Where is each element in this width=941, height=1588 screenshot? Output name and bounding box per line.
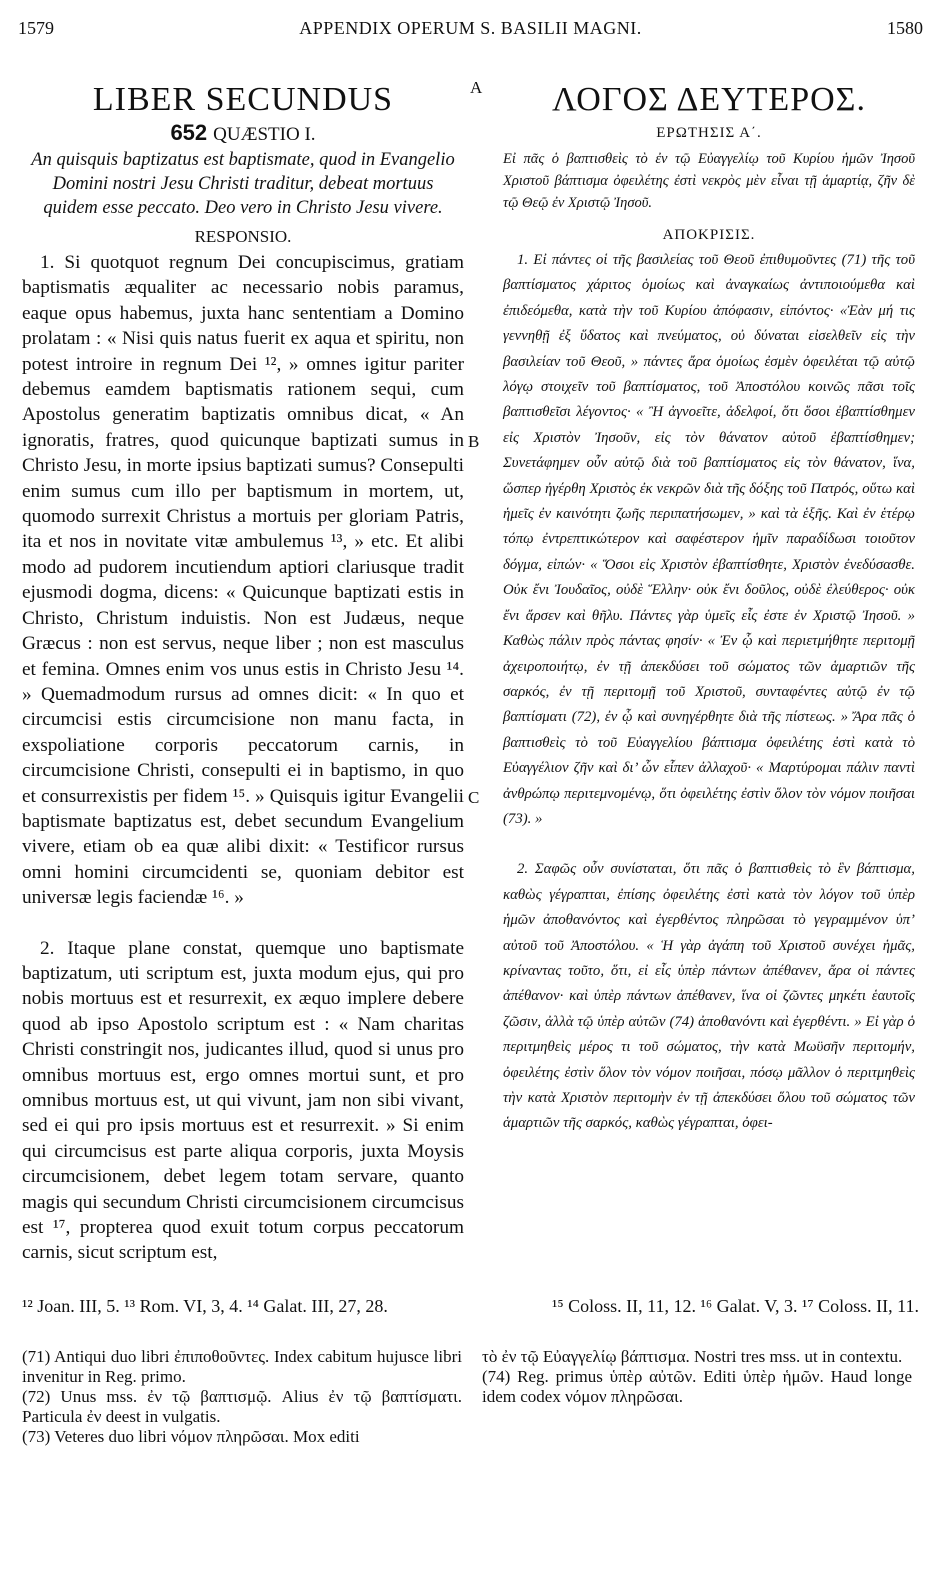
greek-question-text: Εἰ πᾶς ὁ βαπτισθεὶς τὸ ἐν τῷ Εὐαγγελίῳ τοῦ Κυρίου ἡμῶν Ἰησοῦ Χριστοῦ βάπτισμα ὀφειλέτης ἐστὶ νεκρὸς μὲν εἶναι τῇ ἁμαρτίᾳ, ζῆν δὲ τῷ Θεῷ ἐν Χριστῷ Ἰησοῦ. <box>503 151 915 211</box>
latin-paragraph-2: 2. Itaque plane constat, quemque uno baptismate baptizatum, uti scriptum est, juxta modum ejus, qui pro nobis mortuus est et resurrexit, ex æquo implere debere quod ab ipso Apostolo scriptum est : « Nam charitas Christi constringit nos, judicantes illud, quod si unus pro omnibus mortuus est, ergo omnes mortui sunt, et pro omnibus mortuus est, ut qui vivunt, jam non sibi vivant, sed ei qui pro ipsis mortuus est et resurrexit. » Si enim qui circumcisus est parte aliqua corporis, juxta Moysis circumcisionem, debet legem totam servare, quanto magis qui secundum Christi circumcisionem circumcisus est ¹⁷, propterea quod exuit totum corpus peccatorum carnis, sicut scriptum est, <box>22 937 464 1264</box>
left-page-number: 1579 <box>18 18 54 38</box>
greek-paragraph-2: 2. Σαφῶς οὖν συνίσταται, ὅτι πᾶς ὁ βαπτισθεὶς τὸ ἓν βάπτισμα, καθὼς γέγραπται, ἐπίσης ὀφειλέτης ἐστὶ κατὰ τὸν λόγον τοῦ ὑπὲρ ἡμῶν ἀποθανόντος καὶ ἐγερθέντος πληρῶσαι τὸ γεγραμμένον ὑπ’ αὐτοῦ τοῦ Ἀποστόλου. « Ἡ γὰρ ἀγάπη τοῦ Χριστοῦ συνέχει ἡμᾶς, κρίναντας τοῦτο, ὅτι, εἰ εἷς ὑπὲρ πάντων ἀπέθανεν, ἄρα οἱ πάντες ἀπέθανον· καὶ ὑπὲρ πάντων ἀπέθανεν, ἵνα οἱ ζῶντες μηκέτι ἑαυτοῖς ζῶσιν, ἀλλὰ τῷ ὑπὲρ αὐτῶν (74) ἀποθανόντι καὶ ἐγερθέντι. » Εἰ γὰρ ὁ περιτμηθεὶς μέρος τι τοῦ σώματος, τὴν κατὰ Μωϋσῆν περιτομήν, ὀφειλέτης ἐστὶν ὅλον τὸν νόμον ποιῆσαι, πόσῳ μᾶλλον ὁ περιτμηθεὶς τὴν κατὰ Χριστὸν περιτομὴν ἐν τῇ ἀπεκδύσει ὅλου τοῦ σώματος τῶν ἁμαρτιῶν τῆς σαρκός, καθὼς γέγραπται, ὀφει- <box>503 861 915 1132</box>
running-header <box>18 18 923 44</box>
margin-letter-c: C <box>468 788 480 807</box>
greek-response-heading: ΑΠΟΚΡΙΣΙΣ. <box>662 227 756 243</box>
footnotes-left <box>22 1347 462 1447</box>
footnote-71: (71) Antiqui duo libri ἐπιποθοῦντες. Index cabitum hujusce libri invenitur in Reg. primo. <box>22 1347 462 1386</box>
latin-question-heading <box>22 120 464 148</box>
paragraph-gap <box>22 911 464 936</box>
right-page-number: 1580 <box>887 18 923 38</box>
latin-question-text: An quisquis baptizatus est baptismate, quod in Evangelio Domini nostri Jesu Christi traditur, debeat mortuus quidem esse peccato. Deo vero in Christo Jesu vivere. <box>31 150 455 218</box>
latin-response-heading: RESPONSIO. <box>194 227 292 246</box>
footnote-73-continued: τὸ ἐν τῷ Εὐαγγελίῳ βάπτισμα. Nostri tres mss. ut in contextu. <box>482 1347 903 1366</box>
footnote-73: (73) Veteres duo libri νόμον πληρῶσαι. Mox editi <box>22 1427 360 1446</box>
latin-column <box>22 72 464 1266</box>
greek-book-title: ΛΟΓΟΣ ΔΕΥΤΕΡΟΣ. <box>552 81 866 118</box>
latin-question-label: QUÆSTIO I. <box>213 124 316 145</box>
column-number: 652 <box>170 120 208 145</box>
scripture-references-left: ¹² Joan. III, 5. ¹³ Rom. VI, 3, 4. ¹⁴ Galat. III, 27, 28. <box>22 1296 388 1316</box>
margin-letter-b: B <box>468 432 480 451</box>
running-title: APPENDIX OPERUM S. BASILII MAGNI. <box>299 18 642 38</box>
footnote-74: (74) Reg. primus ὑπὲρ αὐτῶν. Editi ὑπὲρ ἡμῶν. Haud longe idem codex νόμον πληρῶσαι. <box>482 1367 912 1406</box>
greek-paragraph-1: 1. Εἰ πάντες οἱ τῆς βασιλείας τοῦ Θεοῦ ἐπιθυμοῦντες (71) τῆς τοῦ βαπτίσματος χάριτος ὁμοίως καὶ ἀναγκαίως ἀντιποιούμεθα καὶ ἐπιδεόμεθα, κατὰ τὴν τοῦ Κυρίου ἀπόφασιν, εἰπόντος· «Ἐὰν μή τις γεννηθῇ ἐξ ὕδατος καὶ πνεύματος, οὐ δύναται εἰσελθεῖν εἰς τὴν βασιλείαν τοῦ Θεοῦ, » πάντες ἄρα ὁμοίως ἐσμὲν ὀφειλέται τῷ αὐτῷ λόγῳ στοιχεῖν τοῦ βαπτίσματος, τοῦ Ἀποστόλου κοινῶς πᾶσι τοῖς βαπτισθεῖσι λέγοντος· « Ἢ ἀγνοεῖτε, ἀδελφοί, ὅτι ὅσοι ἐβαπτίσθημεν εἰς Χριστὸν Ἰησοῦν, εἰς τὸν θάνατον αὐτοῦ ἐβαπτίσθημεν; Συνετάφημεν οὖν αὐτῷ διὰ τοῦ βαπτίσματος εἰς τὸν θάνατον, ἵνα, ὥσπερ ἠγέρθη Χριστὸς ἐκ νεκρῶν διὰ τῆς δόξης τοῦ Πατρός, οὕτω καὶ ἡμεῖς ἐν καινότητι ζωῆς περιπατήσωμεν, » καὶ τὰ ἑξῆς. Καὶ ἐν ἑτέρῳ τόπῳ ἐντρεπτικώτερον καὶ σαφέστερον ἡμῖν παραδίδωσι τοιοῦτον δόγμα, εἰπών· « Ὅσοι εἰς Χριστὸν ἐβαπτίσθητε, Χριστὸν ἐνεδύσασθε. Οὐκ ἔνι Ἰουδαῖος, οὐδὲ Ἕλλην· οὐκ ἔνι δοῦλος, οὐδὲ ἐλεύθερος· οὐκ ἔνι ἄρσεν καὶ θῆλυ. Πάντες γὰρ ὑμεῖς εἷς ἐστε ἐν Χριστῷ Ἰησοῦ. » Καθὼς πάλιν πρὸς πάντας φησίν· « Ἐν ᾧ καὶ περιετμήθητε περιτομῇ ἀχειροποιήτῳ, ἐν τῇ ἀπεκδύσει τοῦ σώματος τῶν ἁμαρτιῶν τῆς σαρκός, ἐν τῇ περιτομῇ τοῦ Χριστοῦ, συνταφέντες αὐτῷ ἐν τῷ βαπτίσματι (72), ἐν ᾧ καὶ συνηγέρθητε διὰ τῆς πίστεως. » Ἄρα πᾶς ὁ βαπτισθεὶς τὸ τοῦ Εὐαγγελίου βάπτισμα ὀφειλέτης ἐστὶ κατὰ τὸ Εὐαγγέλιον ζῆν καὶ δι’ ὧν εἶπεν ἀλλαχοῦ· « Μαρτύρομαι πάλιν παντὶ ἀνθρώπῳ περιτεμνομένῳ, ὅτι ὀφειλέτης ἐστὶν ὅλον τὸν νόμον ποιῆσαι (73). » <box>503 252 915 827</box>
greek-question-label: ΕΡΩΤΗΣΙΣ Α΄. <box>656 125 762 141</box>
scripture-references <box>22 1296 919 1317</box>
paragraph-gap <box>503 832 915 857</box>
latin-book-title: LIBER SECUNDUS <box>92 81 394 118</box>
scripture-references-right: ¹⁵ Coloss. II, 11, 12. ¹⁶ Galat. V, 3. ¹⁷ Coloss. II, 11. <box>551 1296 919 1316</box>
latin-paragraph-1: 1. Si quotquot regnum Dei concupiscimus, gratiam baptismatis æqualiter ac necessario nobis paramus, eaque opus habemus, juxta hanc sententiam a Domino prolatam : « Nisi quis natus fuerit ex aqua et spiritu, non potest introire in regnum Dei ¹², » omnes igitur pariter debemus eamdem baptismatis rationem sequi, cum Apostolus generatim baptizatis omnibus dicat, « An ignoratis, fratres, quod quicunque baptizati sumus in Christo Jesu, in morte ipsius baptizati sumus? Consepulti enim sumus cum illo per baptismum in mortem, ut, quomodo surrexit Christus a mortuis per gloriam Patris, ita et nos in novitate vitæ ambulemus ¹³, » etc. Et alibi modo ad pudorem incutiendum aptiori clariusque tradit ejusmodi dogma, dicens: « Quicunque baptizati estis in Christo, Christum induistis. Non est Judæus, neque Græcus : non est servus, neque liber ; non est masculus et femina. Omnes enim vos unus estis in Christo Jesu ¹⁴. » Quemadmodum rursus ad omnes dicit: « In quo et circumcisi estis circumcisione non manu facta, in exspoliatione corporis peccatorum carnis, in circumcisione Christi, consepulti ei in baptismo, in quo et consurrexistis per fidem ¹⁵. » Quisquis igitur Evangelii baptismate baptizatus est, debet secundum Evangelium vivere, etiam ob ea quæ alibi dixit: « Testificor rursus omni homini circumcidenti se, quoniam debitor est universæ legis faciendæ ¹⁶. » <box>22 252 464 909</box>
margin-letter-a: A <box>470 78 483 97</box>
footnote-72: (72) Unus mss. ἐν τῷ βαπτισμῷ. Alius ἐν τῷ βαπτίσματι. Particula ἐν deest in vulgatis. <box>22 1387 462 1426</box>
footnotes-right <box>482 1347 912 1407</box>
greek-column <box>503 72 915 1137</box>
